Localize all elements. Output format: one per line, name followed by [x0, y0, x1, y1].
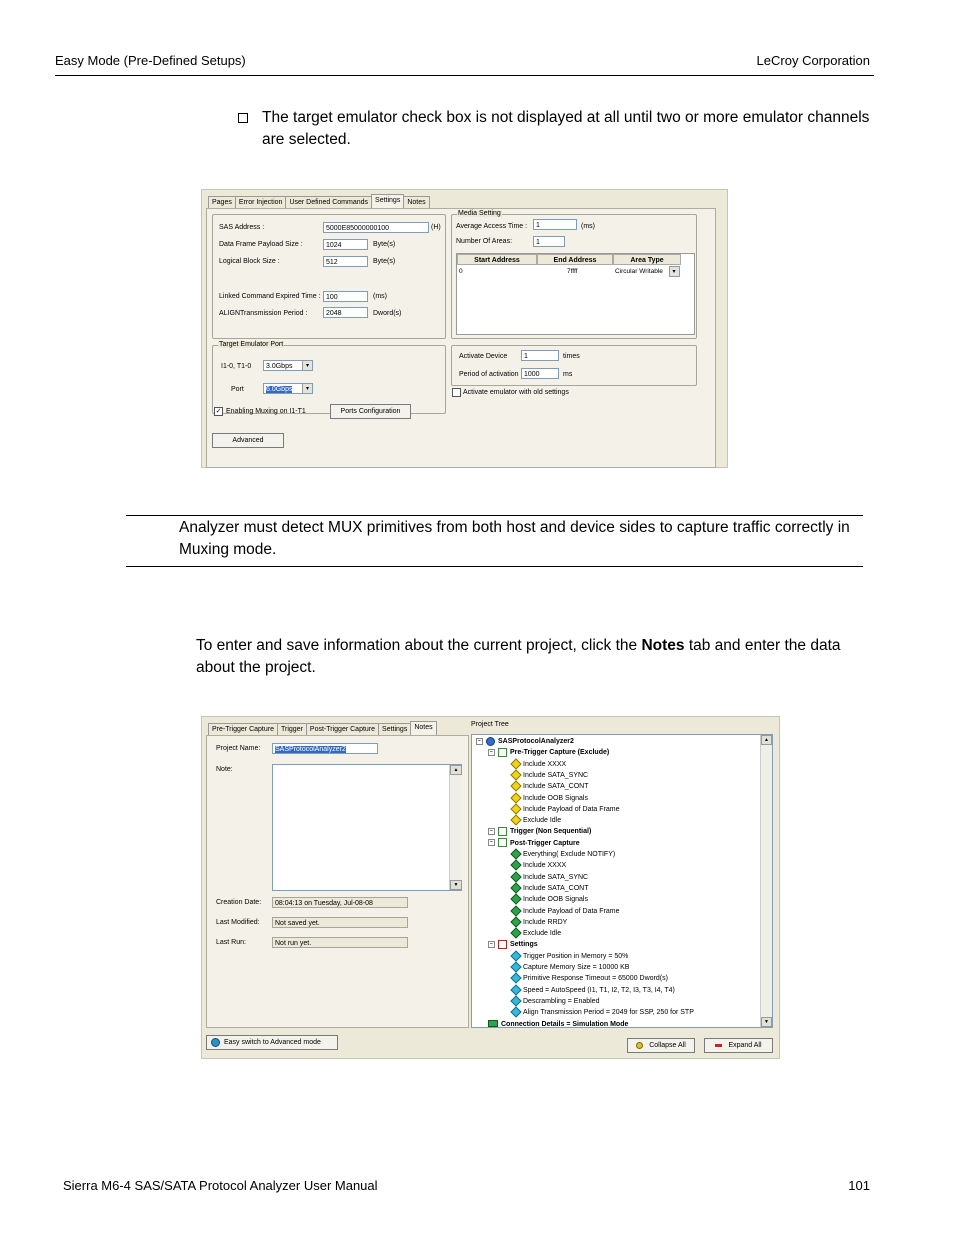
header-company: LeCroy Corporation: [756, 53, 870, 68]
tree-item[interactable]: [512, 951, 628, 962]
easy-switch-button[interactable]: [206, 1035, 338, 1050]
project-tree-items: [474, 736, 759, 1026]
tree-scrollbar[interactable]: [760, 735, 772, 1027]
tree-item-label: Align Transmission Period = 2049 for SSP, 250 for STP: [523, 1009, 694, 1017]
green-diamond-icon: [510, 916, 521, 927]
tree-item-label: Post-Trigger Capture: [510, 839, 580, 847]
cyan-diamond-icon: [510, 961, 521, 972]
last-run-field: Not run yet.: [272, 937, 408, 948]
tree-item[interactable]: [512, 872, 588, 883]
cyan-diamond-icon: [510, 1007, 521, 1018]
green-diamond-icon: [510, 848, 521, 859]
collapse-icon: [636, 1042, 643, 1049]
tree-item-label: Trigger (Non Sequential): [510, 828, 592, 836]
ports-configuration-button[interactable]: Ports Configuration: [330, 404, 411, 419]
period-label: Period of activation: [459, 371, 519, 378]
tree-item-label: Include RRDY: [523, 918, 568, 926]
tree-item[interactable]: [512, 781, 589, 792]
access-time-field[interactable]: 1: [533, 219, 577, 230]
project-name-label: Project Name:: [216, 745, 261, 752]
bullet-text: The target emulator check box is not displayed at all until two or more emulator channels are selected.: [262, 109, 870, 148]
footer-manual-title: Sierra M6-4 SAS/SATA Protocol Analyzer User Manual: [63, 1178, 378, 1193]
folder-icon: [498, 838, 507, 847]
block-size-label: Logical Block Size :: [219, 258, 280, 265]
yellow-diamond-icon: [510, 758, 521, 769]
tree-item-label: Everything( Exclude NOTIFY): [523, 851, 616, 858]
tab-pages[interactable]: Pages: [208, 196, 236, 209]
tree-item-label: Include SATA_SYNC: [523, 771, 589, 779]
tree-item-label: Include SATA_CONT: [523, 783, 589, 791]
access-time-label: Average Access Time :: [456, 223, 528, 230]
chevron-down-icon: ▾: [302, 361, 312, 370]
port-speed-select[interactable]: [263, 383, 313, 394]
collapse-toggle-icon[interactable]: −: [488, 941, 495, 948]
tree-item-label: Descrambling = Enabled: [523, 997, 600, 1005]
expand-all-button[interactable]: [704, 1038, 773, 1053]
tree-item[interactable]: [512, 793, 588, 804]
expand-icon: [715, 1044, 722, 1047]
header-rule: [55, 75, 874, 76]
cyan-diamond-icon: [510, 995, 521, 1006]
tree-item[interactable]: [488, 747, 609, 758]
payload-size-unit: Byte(s): [373, 241, 396, 248]
tree-item[interactable]: [512, 973, 668, 984]
activate-device-unit: times: [563, 353, 580, 360]
scroll-up-icon[interactable]: ▲: [761, 735, 772, 745]
header-section-title: Easy Mode (Pre-Defined Setups): [55, 53, 246, 68]
note-textarea[interactable]: [272, 764, 462, 891]
tree-item[interactable]: [476, 736, 574, 747]
muxing-checkbox[interactable]: [214, 407, 223, 416]
cyan-diamond-icon: [510, 973, 521, 984]
tree-item[interactable]: [512, 962, 629, 973]
tree-item[interactable]: [512, 894, 588, 905]
payload-size-field[interactable]: 1024: [323, 239, 368, 250]
note-text: Analyzer must detect MUX primitives from both host and device sides to capture traffic correctly in Muxing mode.: [179, 519, 850, 558]
activate-device-field[interactable]: 1: [521, 350, 559, 361]
last-modified-label: Last Modified:: [216, 919, 260, 926]
project-tree[interactable]: [471, 734, 773, 1028]
tree-item[interactable]: [512, 985, 675, 996]
tree-item-label: Primitive Response Timeout = 65000 Dword(s): [523, 975, 668, 983]
i10-label: I1-0, T1-0: [221, 363, 252, 370]
project-name-value: SASProtocolAnalyzer2: [275, 746, 346, 753]
tree-item-label: Include Payload of Data Frame: [523, 805, 620, 813]
table-cell-start[interactable]: 0: [459, 268, 463, 275]
tree-item[interactable]: [488, 939, 538, 950]
yellow-diamond-icon: [510, 815, 521, 826]
linked-command-unit: (ms): [373, 293, 387, 300]
payload-size-label: Data Frame Payload Size :: [219, 241, 303, 248]
activate-device-label: Activate Device: [459, 353, 508, 360]
folder-icon: [498, 748, 507, 757]
intro-text-before: To enter and save information about the current project, click the: [196, 637, 642, 654]
footer-page-number: 101: [848, 1178, 870, 1193]
tree-item[interactable]: [488, 1019, 628, 1029]
media-setting-title: Media Setting: [458, 210, 501, 217]
access-time-unit: (ms): [581, 223, 595, 230]
tree-item-label: Include XXXX: [523, 760, 567, 768]
expand-all-label: Expand All: [728, 1042, 762, 1049]
activation-group: [451, 345, 697, 386]
tree-item[interactable]: [488, 838, 580, 849]
chevron-down-icon: ▾: [669, 267, 679, 276]
areas-field[interactable]: 1: [533, 236, 565, 247]
tree-item[interactable]: [512, 928, 561, 939]
green-diamond-icon: [510, 860, 521, 871]
globe-icon: [211, 1038, 220, 1047]
tree-item[interactable]: [512, 1007, 694, 1018]
table-cell-area-type[interactable]: Circular Writable: [615, 268, 663, 275]
linked-command-label: Linked Command Expired Time :: [219, 293, 321, 300]
collapse-all-button[interactable]: [627, 1038, 695, 1053]
settings-folder-icon: [498, 940, 507, 949]
align-period-field[interactable]: 2048: [323, 307, 368, 318]
easy-switch-label: Easy switch to Advanced mode: [224, 1039, 321, 1046]
collapse-all-label: Collapse All: [649, 1042, 686, 1049]
yellow-diamond-icon: [510, 781, 521, 792]
tree-item-label: Include Payload of Data Frame: [523, 907, 620, 915]
col-area-type: Area Type: [613, 254, 681, 265]
port-label: Port: [231, 386, 244, 393]
collapse-toggle-icon[interactable]: −: [488, 749, 495, 756]
green-diamond-icon: [510, 882, 521, 893]
tree-item[interactable]: [512, 917, 567, 928]
green-diamond-icon: [510, 905, 521, 916]
areas-label: Number Of Areas:: [456, 238, 513, 245]
intro-notes-bold: Notes: [641, 637, 685, 654]
align-period-unit: Dword(s): [373, 310, 402, 317]
tab-settings[interactable]: Settings: [371, 194, 404, 209]
tree-item[interactable]: [512, 996, 599, 1007]
settings-dialog-screenshot: [201, 189, 728, 468]
sas-address-unit: (H): [431, 224, 441, 231]
scroll-down-icon[interactable]: ▼: [761, 1017, 772, 1027]
tree-item-label: Trigger Position in Memory = 50%: [523, 952, 629, 960]
tree-item-label: Exclude Idle: [523, 817, 562, 825]
tree-item-label: Connection Details = Simulation Mode: [501, 1020, 629, 1028]
tab-trigger[interactable]: Trigger: [277, 723, 307, 736]
old-settings-checkbox[interactable]: [452, 388, 461, 397]
tree-item[interactable]: [512, 883, 589, 894]
block-size-field[interactable]: 512: [323, 256, 368, 267]
tree-item[interactable]: [512, 815, 561, 826]
linked-command-field[interactable]: 100: [323, 291, 368, 302]
tree-item[interactable]: [512, 860, 566, 871]
project-name-field[interactable]: [272, 743, 378, 754]
tab-user-defined-commands[interactable]: User Defined Commands: [285, 196, 372, 209]
last-run-label: Last Run:: [216, 939, 246, 946]
area-type-dropdown[interactable]: [669, 266, 680, 277]
tree-item-label: Pre-Trigger Capture (Exclude): [510, 749, 610, 757]
tab-error-injection[interactable]: Error Injection: [235, 196, 287, 209]
tree-item-label: Speed = AutoSpeed (I1, T1, I2, T2, I3, T3, I4, T4): [523, 986, 675, 994]
tree-item-label: Capture Memory Size = 10000 KB: [523, 964, 630, 971]
period-field[interactable]: 1000: [521, 368, 559, 379]
i10-speed-select[interactable]: [263, 360, 313, 371]
green-diamond-icon: [510, 894, 521, 905]
col-end-address: End Address: [537, 254, 613, 265]
tree-item[interactable]: [512, 849, 615, 860]
last-modified-field: Not saved yet.: [272, 917, 408, 928]
collapse-toggle-icon[interactable]: −: [488, 839, 495, 846]
scroll-down-icon[interactable]: ▼: [450, 880, 462, 890]
notes-dialog-screenshot: [201, 716, 780, 1059]
collapse-toggle-icon[interactable]: −: [488, 828, 495, 835]
i10-speed-value: 3.0Gbps: [266, 363, 293, 370]
root-icon: [486, 737, 495, 746]
connection-icon: [488, 1020, 498, 1027]
tree-item-label: Include SATA_SYNC: [523, 873, 589, 881]
collapse-toggle-icon[interactable]: −: [476, 738, 483, 745]
sas-address-label: SAS Address :: [219, 224, 265, 231]
chevron-down-icon: ▾: [302, 384, 312, 393]
tab-notes[interactable]: Notes: [403, 196, 429, 209]
col-start-address: Start Address: [457, 254, 537, 265]
block-size-unit: Byte(s): [373, 258, 396, 265]
note-bottom-rule: [126, 566, 863, 567]
align-period-label: ALIGNTransmission Period :: [219, 310, 308, 317]
tab-settings[interactable]: Settings: [378, 723, 411, 736]
table-cell-end[interactable]: 7ffff: [567, 268, 578, 275]
green-diamond-icon: [510, 928, 521, 939]
creation-date-label: Creation Date:: [216, 899, 262, 906]
green-diamond-icon: [510, 871, 521, 882]
note-label: Note:: [216, 766, 233, 773]
note-top-rule: [126, 515, 863, 516]
checkmark-icon: ✓: [215, 408, 222, 415]
period-unit: ms: [563, 371, 573, 378]
intro-text-after: tab and enter the data about the project.: [196, 637, 841, 676]
creation-date-field: 08:04:13 on Tuesday, Jul-08-08: [272, 897, 408, 908]
tab-pre-trigger-capture[interactable]: Pre-Trigger Capture: [208, 723, 278, 736]
tree-item-label: Exclude Idle: [523, 930, 562, 938]
old-settings-label: Activate emulator with old settings: [463, 389, 569, 396]
bullet-box-icon: [238, 113, 248, 123]
cyan-diamond-icon: [510, 950, 521, 961]
tree-item[interactable]: [488, 826, 591, 837]
tree-item-label: SASProtocolAnalyzer2: [498, 738, 574, 745]
notes-intro-paragraph: [196, 635, 874, 679]
tree-item-label: Include OOB Signals: [523, 896, 588, 904]
cyan-diamond-icon: [510, 984, 521, 995]
tab-post-trigger-capture[interactable]: Post-Trigger Capture: [306, 723, 379, 736]
sas-address-field[interactable]: 5000E85000000100: [323, 222, 429, 233]
folder-icon: [498, 827, 507, 836]
muxing-label: Enabling Muxing on I1-T1: [226, 408, 306, 415]
tree-item-label: Include XXXX: [523, 862, 567, 870]
project-tree-title: Project Tree: [471, 721, 509, 728]
yellow-diamond-icon: [510, 792, 521, 803]
tree-item-label: Include OOB Signals: [523, 794, 588, 802]
tree-item-label: Include SATA_CONT: [523, 884, 589, 892]
tree-item[interactable]: [512, 770, 588, 781]
tree-item[interactable]: [512, 906, 620, 917]
advanced-button[interactable]: Advanced: [212, 433, 284, 448]
yellow-diamond-icon: [510, 803, 521, 814]
scroll-up-icon[interactable]: ▲: [450, 765, 462, 775]
tab-notes[interactable]: Notes: [410, 721, 436, 736]
yellow-diamond-icon: [510, 769, 521, 780]
note-scrollbar[interactable]: [449, 765, 462, 890]
tree-item-label: Settings: [510, 941, 538, 949]
tree-item[interactable]: [512, 759, 566, 770]
port-speed-value: 6.0Gbps: [266, 386, 293, 393]
tree-item[interactable]: [512, 804, 620, 815]
target-emulator-title: Target Emulator Port: [219, 341, 284, 348]
